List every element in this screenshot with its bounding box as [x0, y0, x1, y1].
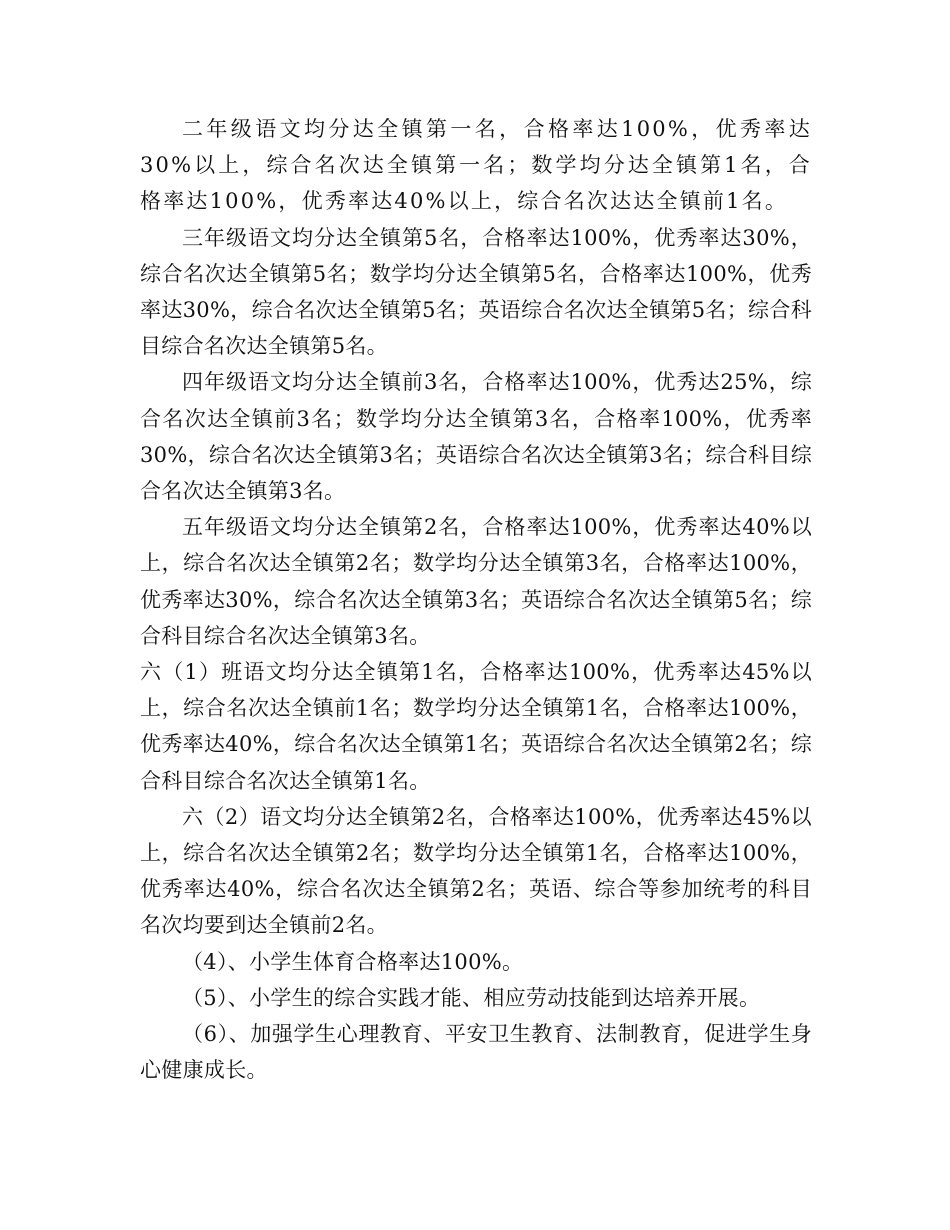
paragraph-grade6-class1: 六（1）班语文均分达全镇第1名，合格率达100%，优秀率达45%以上，综合名次达全镇前1名；数学均分达全镇第1名，合格率达100%，优秀率达40%，综合名次达全镇第1名；英语综合名次达全镇第2名；综合科目综合名次达全镇第1名。	[140, 660, 812, 793]
paragraph-grade3: 三年级语文均分达全镇第5名，合格率达100%，优秀率达30%，综合名次达全镇第5名；数学均分达全镇第5名，合格率达100%，优秀率达30%，综合名次达全镇第5名；英语综合名次达全镇第5名；综合科目综合名次达全镇第5名。	[140, 225, 812, 359]
paragraph-item5: （5）、小学生的综合实践才能、相应劳动技能到达培养开展。	[182, 985, 761, 1010]
document-body	[140, 111, 812, 1088]
paragraph-grade4: 四年级语文均分达全镇前3名，合格率达100%，优秀达25%，综合名次达全镇前3名；数学均分达全镇第3名，合格率100%，优秀率30%，综合名次达全镇第3名；英语综合名次达全镇第3名；综合科目综合名次达全镇第3名。	[140, 370, 812, 504]
paragraph-grade2: 二年级语文均分达全镇第一名，合格率达100%，优秀率达30%以上，综合名次达全镇第一名；数学均分达全镇第1名，合格率达100%，优秀率达40%以上，综合名次达达全镇前1名。	[140, 117, 812, 214]
paragraph-item6: （6）、加强学生心理教育、平安卫生教育、法制教育，促进学生身心健康成长。	[140, 1022, 812, 1083]
paragraph-grade6-class2: 六（2）语文均分达全镇第2名，合格率达100%，优秀率达45%以上，综合名次达全镇第2名；数学均分达全镇第1名，合格率达100%，优秀率达40%，综合名次达全镇第2名；英语、综合等参加统考的科目名次均要到达全镇前2名。	[140, 804, 812, 938]
paragraph-item4: （4）、小学生体育合格率达100%。	[182, 949, 524, 974]
paragraph-grade5: 五年级语文均分达全镇第2名，合格率达100%，优秀率达40%以上，综合名次达全镇第2名；数学均分达全镇第3名，合格率达100%，优秀率达30%，综合名次达全镇第3名；英语综合名次达全镇第5名；综合科目综合名次达全镇第3名。	[140, 515, 812, 648]
